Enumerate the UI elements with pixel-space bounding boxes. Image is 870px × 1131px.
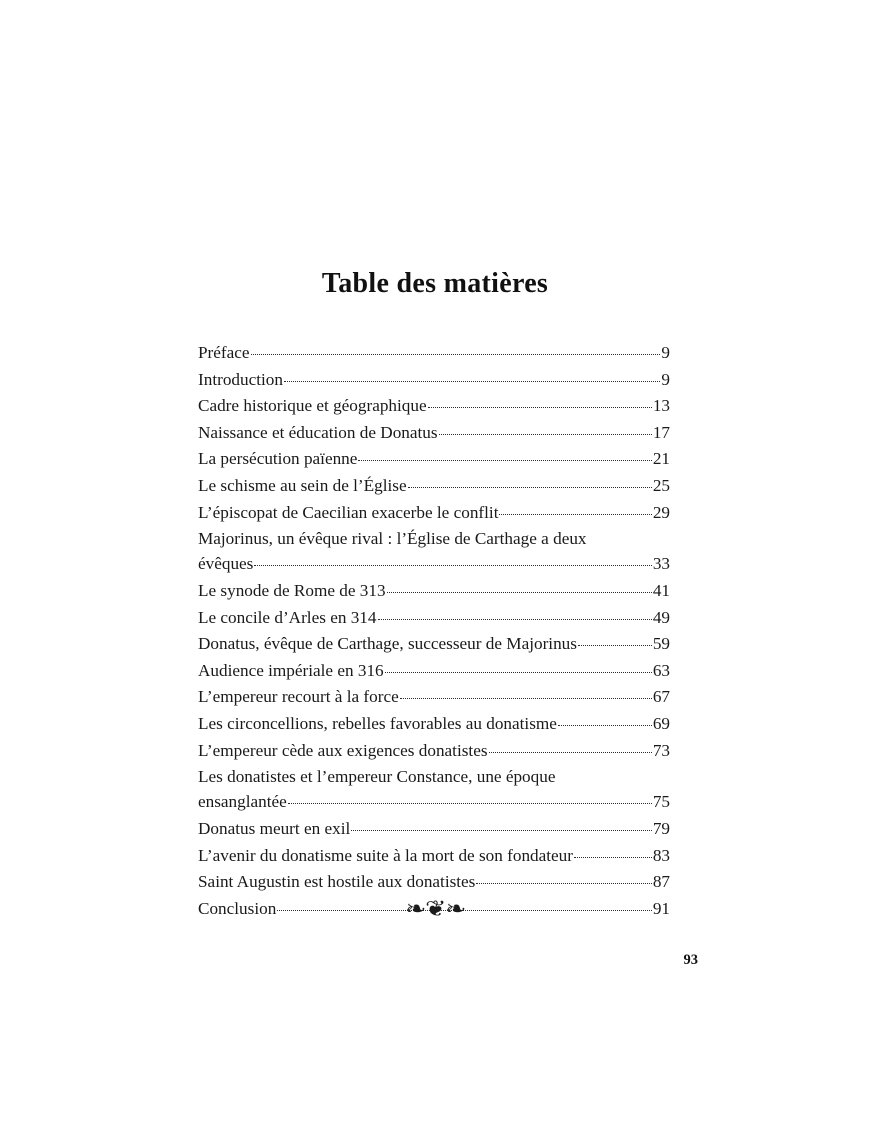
toc-entry-page-number: 69 xyxy=(652,714,670,734)
toc-entry-page-number: 9 xyxy=(661,369,670,389)
toc-entry[interactable] xyxy=(198,446,670,471)
toc-entry-page-number: 9 xyxy=(661,343,670,362)
toc-entry[interactable] xyxy=(198,340,670,365)
toc-entry[interactable] xyxy=(198,869,670,894)
toc-entry-label: Donatus, évêque de Carthage, successeur de Majorinus xyxy=(198,634,577,654)
toc-entry-page-number: 73 xyxy=(652,740,670,760)
toc-leader-dots xyxy=(408,487,652,488)
toc-entry-label: Le synode de Rome de 313 xyxy=(198,580,386,600)
toc-entry-label: Les donatistes et l’empereur Constance, une époque xyxy=(198,767,556,787)
floral-ornament-icon: ❧❦❧ xyxy=(404,896,466,921)
toc-entry-page-number: 63 xyxy=(652,660,670,680)
page-number: 93 xyxy=(683,952,698,968)
toc-entry[interactable] xyxy=(198,526,670,576)
toc-leader-dots xyxy=(574,857,652,858)
toc-entry-label: Préface xyxy=(198,343,250,362)
toc-entry-page-number: 29 xyxy=(652,502,670,522)
toc-entry-page-number: 41 xyxy=(652,580,670,600)
toc-entry-label: L’avenir du donatisme suite à la mort de son fondateur xyxy=(198,845,574,865)
ornament-divider xyxy=(0,898,870,920)
toc-entry[interactable] xyxy=(198,473,670,498)
toc-entry-label-continuation: évêques xyxy=(198,554,254,574)
toc-entry[interactable] xyxy=(198,420,670,445)
toc-entry-label: Saint Augustin est hostile aux donatistes xyxy=(198,872,476,892)
toc-entry[interactable] xyxy=(198,605,670,630)
toc-entry-label: Introduction xyxy=(198,369,283,389)
toc-entry[interactable] xyxy=(198,764,670,814)
toc-leader-dots xyxy=(358,460,651,461)
toc-leader-dots xyxy=(400,698,652,699)
toc-entry[interactable] xyxy=(198,393,670,418)
toc-leader-dots xyxy=(439,434,652,435)
toc-entry[interactable] xyxy=(198,684,670,709)
toc-leader-dots xyxy=(251,354,661,355)
toc-entry-page-number: 79 xyxy=(652,818,670,838)
toc-entry-label: Naissance et éducation de Donatus xyxy=(198,422,438,442)
toc-entry-label: Majorinus, un évêque rival : l’Église de Carthage a deux xyxy=(198,529,587,549)
toc-leader-dots xyxy=(254,565,651,566)
toc-entry-page-number: 87 xyxy=(652,872,670,892)
toc-entry[interactable] xyxy=(198,631,670,656)
toc-entry-label: La persécution païenne xyxy=(198,449,358,469)
toc-entry-label: L’épiscopat de Caecilian exacerbe le conflit xyxy=(198,502,499,522)
toc-entry-page-number: 21 xyxy=(652,449,670,469)
toc-entry-page-number: 75 xyxy=(652,792,670,812)
toc-leader-dots xyxy=(476,883,651,884)
toc-leader-dots xyxy=(558,725,652,726)
toc-entry[interactable] xyxy=(198,738,670,763)
toc-entry-label: Le concile d’Arles en 314 xyxy=(198,607,377,627)
toc-entry-page-number: 67 xyxy=(652,687,670,707)
table-of-contents xyxy=(198,340,670,922)
toc-leader-dots xyxy=(378,619,652,620)
toc-leader-dots xyxy=(499,514,651,515)
toc-leader-dots xyxy=(351,830,652,831)
toc-entry[interactable] xyxy=(198,711,670,736)
toc-entry[interactable] xyxy=(198,816,670,841)
toc-leader-dots xyxy=(284,381,660,382)
toc-leader-dots xyxy=(387,592,652,593)
toc-entry[interactable] xyxy=(198,578,670,603)
toc-entry-label: Le schisme au sein de l’Église xyxy=(198,476,407,496)
toc-entry-label-continuation: ensanglantée xyxy=(198,792,287,812)
toc-entry-page-number: 25 xyxy=(652,476,670,496)
toc-entry[interactable] xyxy=(198,843,670,868)
toc-entry[interactable] xyxy=(198,658,670,683)
toc-entry-label: Donatus meurt en exil xyxy=(198,818,351,838)
toc-entry-label: L’empereur cède aux exigences donatistes xyxy=(198,740,488,760)
toc-entry[interactable] xyxy=(198,367,670,392)
toc-entry-label: L’empereur recourt à la force xyxy=(198,687,399,707)
toc-entry-label: Cadre historique et géographique xyxy=(198,396,427,416)
page-title: Table des matières xyxy=(321,268,549,299)
toc-leader-dots xyxy=(385,672,652,673)
toc-entry[interactable] xyxy=(198,500,670,525)
toc-entry-tail xyxy=(198,789,670,814)
toc-entry-page-number: 33 xyxy=(652,554,670,574)
toc-entry-label: Audience impériale en 316 xyxy=(198,660,384,680)
toc-entry-page-number: 17 xyxy=(652,422,670,442)
toc-entry-label: Les circoncellions, rebelles favorables au donatisme xyxy=(198,714,557,734)
toc-entry-label: Conclusion xyxy=(198,898,277,918)
toc-entry-page-number: 49 xyxy=(652,607,670,627)
toc-leader-dots xyxy=(578,645,652,646)
toc-leader-dots xyxy=(489,752,652,753)
toc-leader-dots xyxy=(288,803,652,804)
toc-leader-dots xyxy=(428,407,652,408)
toc-entry-page-number: 13 xyxy=(652,396,670,416)
toc-entry-page-number: 59 xyxy=(652,634,670,654)
toc-entry-tail xyxy=(198,551,670,576)
toc-entry-page-number: 83 xyxy=(652,845,670,865)
toc-entry-page-number: 91 xyxy=(652,898,670,918)
